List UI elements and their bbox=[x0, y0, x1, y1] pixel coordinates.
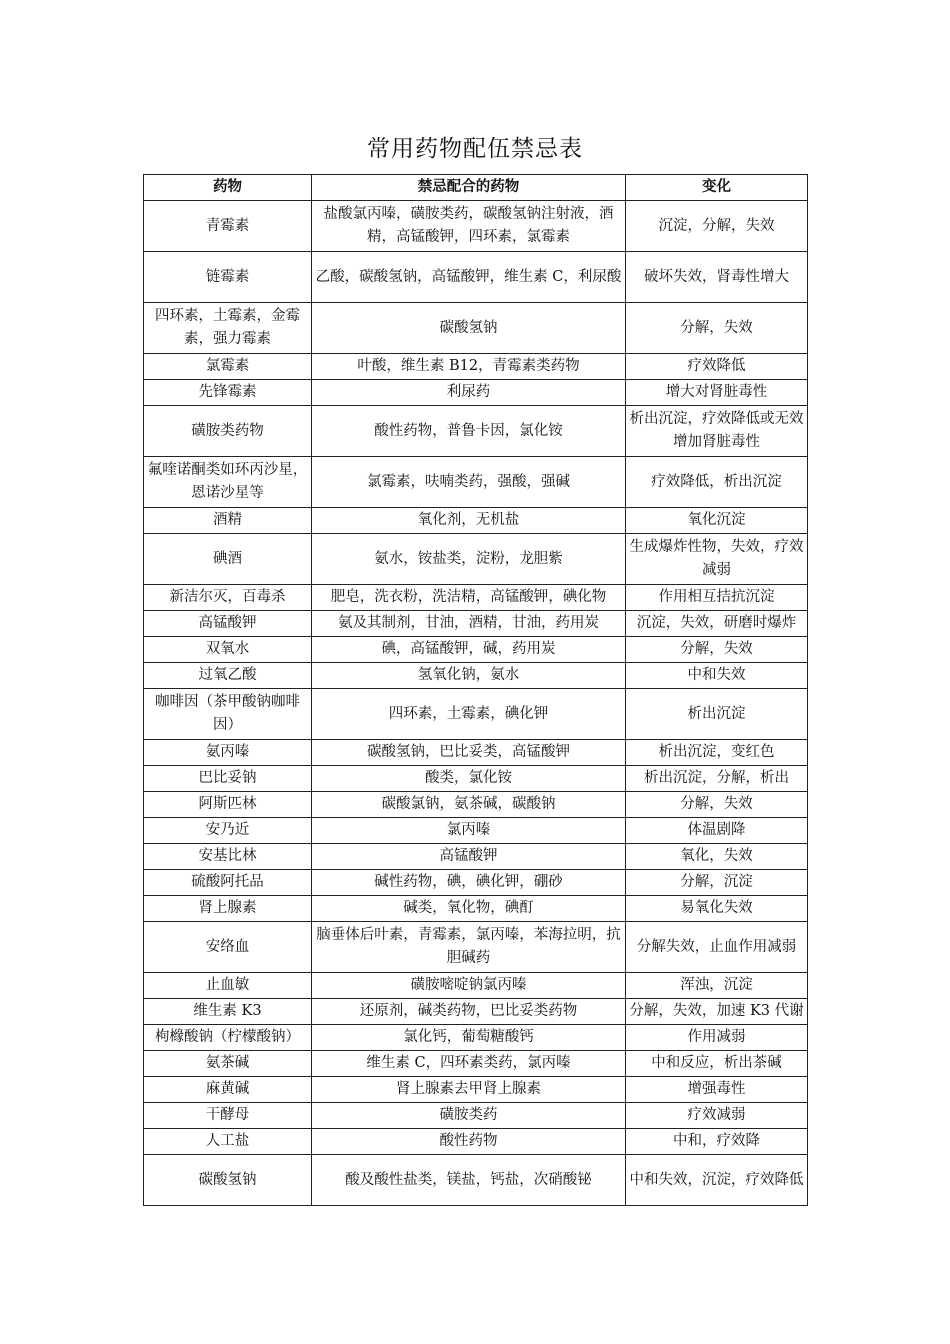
table-row bbox=[144, 999, 808, 1025]
table-row bbox=[144, 740, 808, 766]
cell-drug: 氟喹诺酮类如环丙沙星，恩诺沙星等 bbox=[144, 457, 312, 508]
cell-change: 中和失效 bbox=[626, 663, 808, 689]
cell-change: 析出沉淀，疗效降低或无效增加肾脏毒性 bbox=[626, 406, 808, 457]
cell-incompatible: 碳酸氢钠 bbox=[312, 303, 626, 354]
cell-incompatible: 肾上腺素去甲肾上腺素 bbox=[312, 1077, 626, 1103]
cell-incompatible: 高锰酸钾 bbox=[312, 844, 626, 870]
cell-incompatible: 肥皂，洗衣粉，洗洁精，高锰酸钾，碘化物 bbox=[312, 585, 626, 611]
cell-drug: 双氧水 bbox=[144, 637, 312, 663]
cell-incompatible: 盐酸氯丙嗪，磺胺类药，碳酸氢钠注射液，酒精，高锰酸钾，四环素，氯霉素 bbox=[312, 201, 626, 252]
cell-change: 分解，失效 bbox=[626, 637, 808, 663]
table-row bbox=[144, 896, 808, 922]
cell-drug: 咖啡因（茶甲酸钠咖啡因） bbox=[144, 689, 312, 740]
cell-change: 分解，沉淀 bbox=[626, 870, 808, 896]
cell-drug: 新洁尔灭，百毒杀 bbox=[144, 585, 312, 611]
drug-incompatibility-table bbox=[143, 174, 808, 1206]
table-row bbox=[144, 1025, 808, 1051]
cell-drug: 氨茶碱 bbox=[144, 1051, 312, 1077]
cell-drug: 氨丙嗪 bbox=[144, 740, 312, 766]
cell-drug: 止血敏 bbox=[144, 973, 312, 999]
cell-change: 析出沉淀，变红色 bbox=[626, 740, 808, 766]
cell-incompatible: 乙酸，碳酸氢钠，高锰酸钾，维生素 C，利尿酸 bbox=[312, 252, 626, 303]
cell-incompatible: 磺胺嘧啶钠氯丙嗪 bbox=[312, 973, 626, 999]
cell-change: 析出沉淀，分解，析出 bbox=[626, 766, 808, 792]
table-row bbox=[144, 1129, 808, 1155]
cell-incompatible: 酸性药物，普鲁卡因，氯化铵 bbox=[312, 406, 626, 457]
cell-incompatible: 氨水，铵盐类，淀粉，龙胆紫 bbox=[312, 534, 626, 585]
table-row bbox=[144, 689, 808, 740]
cell-change: 疗效降低 bbox=[626, 354, 808, 380]
cell-incompatible: 碱性药物，碘，碘化钾，硼砂 bbox=[312, 870, 626, 896]
cell-change: 分解，失效 bbox=[626, 792, 808, 818]
cell-change: 氧化，失效 bbox=[626, 844, 808, 870]
cell-change: 沉淀，失效，研磨时爆炸 bbox=[626, 611, 808, 637]
cell-drug: 氯霉素 bbox=[144, 354, 312, 380]
cell-drug: 麻黄碱 bbox=[144, 1077, 312, 1103]
cell-incompatible: 碳酸氢钠，巴比妥类，高锰酸钾 bbox=[312, 740, 626, 766]
table-row bbox=[144, 252, 808, 303]
header-incompatible: 禁忌配合的药物 bbox=[312, 175, 626, 201]
table-header-row bbox=[144, 175, 808, 201]
cell-change: 沉淀，分解，失效 bbox=[626, 201, 808, 252]
cell-drug: 四环素，土霉素，金霉素，强力霉素 bbox=[144, 303, 312, 354]
table-row bbox=[144, 637, 808, 663]
cell-drug: 过氧乙酸 bbox=[144, 663, 312, 689]
cell-drug: 枸橼酸钠（柠檬酸钠） bbox=[144, 1025, 312, 1051]
cell-drug: 酒精 bbox=[144, 508, 312, 534]
cell-change: 中和失效，沉淀，疗效降低 bbox=[626, 1155, 808, 1206]
header-drug: 药物 bbox=[144, 175, 312, 201]
cell-incompatible: 氨及其制剂，甘油，酒精，甘油，药用炭 bbox=[312, 611, 626, 637]
cell-incompatible: 磺胺类药 bbox=[312, 1103, 626, 1129]
cell-drug: 巴比妥钠 bbox=[144, 766, 312, 792]
cell-change: 分解，失效，加速 K3 代谢 bbox=[626, 999, 808, 1025]
cell-incompatible: 酸性药物 bbox=[312, 1129, 626, 1155]
cell-change: 分解失效，止血作用减弱 bbox=[626, 922, 808, 973]
cell-incompatible: 叶酸，维生素 B12，青霉素类药物 bbox=[312, 354, 626, 380]
cell-drug: 阿斯匹林 bbox=[144, 792, 312, 818]
cell-change: 作用减弱 bbox=[626, 1025, 808, 1051]
table-row bbox=[144, 354, 808, 380]
cell-drug: 碳酸氢钠 bbox=[144, 1155, 312, 1206]
cell-change: 增大对肾脏毒性 bbox=[626, 380, 808, 406]
cell-drug: 磺胺类药物 bbox=[144, 406, 312, 457]
table-row bbox=[144, 818, 808, 844]
cell-incompatible: 维生素 C，四环素类药，氯丙嗪 bbox=[312, 1051, 626, 1077]
cell-incompatible: 酸及酸性盐类，镁盐，钙盐，次硝酸铋 bbox=[312, 1155, 626, 1206]
cell-drug: 链霉素 bbox=[144, 252, 312, 303]
cell-incompatible: 酸类，氯化铵 bbox=[312, 766, 626, 792]
cell-change: 体温剧降 bbox=[626, 818, 808, 844]
cell-drug: 肾上腺素 bbox=[144, 896, 312, 922]
cell-change: 中和，疗效降 bbox=[626, 1129, 808, 1155]
table-row bbox=[144, 534, 808, 585]
cell-change: 分解，失效 bbox=[626, 303, 808, 354]
table-row bbox=[144, 766, 808, 792]
table-row bbox=[144, 663, 808, 689]
table-row bbox=[144, 406, 808, 457]
cell-incompatible: 氯化钙，葡萄糖酸钙 bbox=[312, 1025, 626, 1051]
table-row bbox=[144, 1103, 808, 1129]
cell-incompatible: 氧化剂，无机盐 bbox=[312, 508, 626, 534]
cell-incompatible: 四环素，土霉素，碘化钾 bbox=[312, 689, 626, 740]
cell-incompatible: 氯霉素，呋喃类药，强酸，强碱 bbox=[312, 457, 626, 508]
table-row bbox=[144, 457, 808, 508]
cell-change: 浑浊，沉淀 bbox=[626, 973, 808, 999]
cell-incompatible: 脑垂体后叶素，青霉素，氯丙嗪，苯海拉明，抗胆碱药 bbox=[312, 922, 626, 973]
cell-change: 易氧化失效 bbox=[626, 896, 808, 922]
cell-drug: 碘酒 bbox=[144, 534, 312, 585]
cell-change: 氧化沉淀 bbox=[626, 508, 808, 534]
table-row bbox=[144, 1155, 808, 1206]
cell-incompatible: 还原剂，碱类药物，巴比妥类药物 bbox=[312, 999, 626, 1025]
header-change: 变化 bbox=[626, 175, 808, 201]
cell-change: 疗效减弱 bbox=[626, 1103, 808, 1129]
table-row bbox=[144, 380, 808, 406]
cell-incompatible: 碳酸氯钠，氨茶碱，碳酸钠 bbox=[312, 792, 626, 818]
table-row bbox=[144, 792, 808, 818]
cell-incompatible: 氯丙嗪 bbox=[312, 818, 626, 844]
table-row bbox=[144, 303, 808, 354]
table-row bbox=[144, 1077, 808, 1103]
cell-drug: 维生素 K3 bbox=[144, 999, 312, 1025]
table-row bbox=[144, 973, 808, 999]
cell-drug: 安乃近 bbox=[144, 818, 312, 844]
cell-drug: 硫酸阿托品 bbox=[144, 870, 312, 896]
cell-change: 破坏失效，肾毒性增大 bbox=[626, 252, 808, 303]
table-row bbox=[144, 870, 808, 896]
cell-drug: 安基比林 bbox=[144, 844, 312, 870]
table-row bbox=[144, 508, 808, 534]
cell-change: 析出沉淀 bbox=[626, 689, 808, 740]
cell-change: 疗效降低，析出沉淀 bbox=[626, 457, 808, 508]
page-title: 常用药物配伍禁忌表 bbox=[367, 136, 583, 162]
cell-change: 中和反应，析出茶碱 bbox=[626, 1051, 808, 1077]
table-row bbox=[144, 922, 808, 973]
cell-drug: 先锋霉素 bbox=[144, 380, 312, 406]
cell-drug: 安络血 bbox=[144, 922, 312, 973]
table-row bbox=[144, 1051, 808, 1077]
table-row bbox=[144, 585, 808, 611]
cell-drug: 高锰酸钾 bbox=[144, 611, 312, 637]
cell-change: 增强毒性 bbox=[626, 1077, 808, 1103]
cell-drug: 干酵母 bbox=[144, 1103, 312, 1129]
cell-incompatible: 碱类，氧化物，碘酊 bbox=[312, 896, 626, 922]
cell-drug: 青霉素 bbox=[144, 201, 312, 252]
cell-incompatible: 碘，高锰酸钾，碱，药用炭 bbox=[312, 637, 626, 663]
table-row bbox=[144, 611, 808, 637]
cell-change: 作用相互拮抗沉淀 bbox=[626, 585, 808, 611]
table-row bbox=[144, 844, 808, 870]
cell-change: 生成爆炸性物，失效，疗效减弱 bbox=[626, 534, 808, 585]
cell-incompatible: 利尿药 bbox=[312, 380, 626, 406]
cell-drug: 人工盐 bbox=[144, 1129, 312, 1155]
cell-incompatible: 氢氧化钠，氨水 bbox=[312, 663, 626, 689]
table-row bbox=[144, 201, 808, 252]
